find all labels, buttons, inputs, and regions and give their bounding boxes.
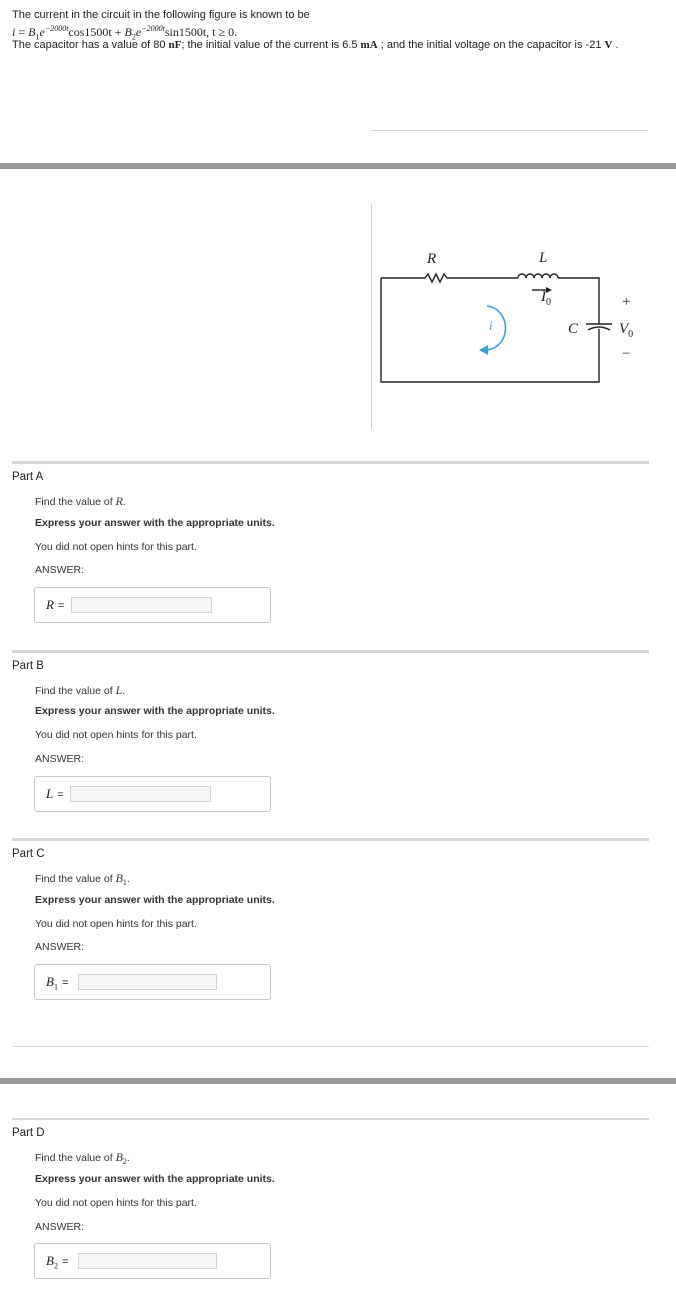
part-b-answer-input[interactable]: [70, 786, 211, 802]
part-a-answer-label: ANSWER:: [35, 564, 85, 576]
part-d-title: Part D: [12, 1127, 45, 1139]
initial-current-label: $I_0$: [541, 289, 551, 308]
part-b-question: Find the value of L.: [35, 683, 126, 697]
part-a-variable: R =: [46, 597, 65, 612]
part-d-hint-status: You did not open hints for this part.: [35, 1197, 197, 1209]
part-d-question: Find the value of $B_2$.: [35, 1150, 130, 1167]
current-equation: $i = B_1e^{-2000t}\cos 1500t + B_2e^{-2000t}\sin 1500t$, t ≥ 0.: [12, 24, 238, 42]
part-b-answer-label: ANSWER:: [35, 753, 85, 765]
loop-current-label: i: [489, 318, 493, 333]
part-c-answer-input[interactable]: [78, 974, 217, 990]
resistor-label: R: [427, 251, 437, 267]
part-c-answer-box: [34, 964, 271, 1000]
part-a-instruction: Express your answer with the appropriate units.: [35, 517, 275, 529]
part-b-answer-box: [34, 776, 271, 812]
problem-line-1: The current in the circuit in the following figure is known to be: [12, 9, 310, 21]
part-d-answer-box: [34, 1243, 271, 1279]
problem-line-3: The capacitor has a value of 80 nF; the initial value of the current is 6.5 mA ; and the initial voltage on the capacitor is -21 V .: [12, 39, 619, 51]
part-c-question: Find the value of $B_1$.: [35, 871, 130, 888]
minus-sign: −: [622, 346, 631, 362]
part-a-answer-box: [34, 587, 271, 623]
part-a-hint-status: You did not open hints for this part.: [35, 541, 197, 553]
part-c-answer-label: ANSWER:: [35, 941, 85, 953]
part-c-title: Part C: [12, 848, 45, 860]
initial-voltage-label: $V_0$: [619, 321, 634, 340]
part-a-divider: [12, 461, 649, 464]
part-a-answer-input[interactable]: [71, 597, 212, 613]
part-d-answer-input[interactable]: [78, 1253, 217, 1269]
part-b-hint-status: You did not open hints for this part.: [35, 729, 197, 741]
part-d-instruction: Express your answer with the appropriate units.: [35, 1173, 275, 1185]
part-b-instruction: Express your answer with the appropriate units.: [35, 705, 275, 717]
section-divider: [0, 1078, 676, 1084]
divider-line: [371, 130, 648, 131]
inductor-label: L: [539, 250, 548, 266]
part-c-variable: $B_1$ =: [46, 974, 69, 992]
part-a-title: Part A: [12, 471, 44, 483]
part-c-instruction: Express your answer with the appropriate units.: [35, 894, 275, 906]
part-b-divider: [12, 650, 649, 653]
part-b-title: Part B: [12, 660, 44, 672]
part-d-divider: [12, 1118, 649, 1120]
part-b-variable: L =: [46, 786, 64, 801]
part-c-divider: [12, 838, 649, 841]
plus-sign: +: [622, 294, 631, 310]
capacitor-label: C: [568, 321, 579, 337]
part-c-hint-status: You did not open hints for this part.: [35, 918, 197, 930]
part-a-question: Find the value of R.: [35, 494, 126, 508]
divider-line: [12, 1046, 649, 1047]
section-divider: [0, 163, 676, 169]
part-d-answer-label: ANSWER:: [35, 1221, 85, 1233]
part-d-variable: $B_2$ =: [46, 1253, 69, 1271]
